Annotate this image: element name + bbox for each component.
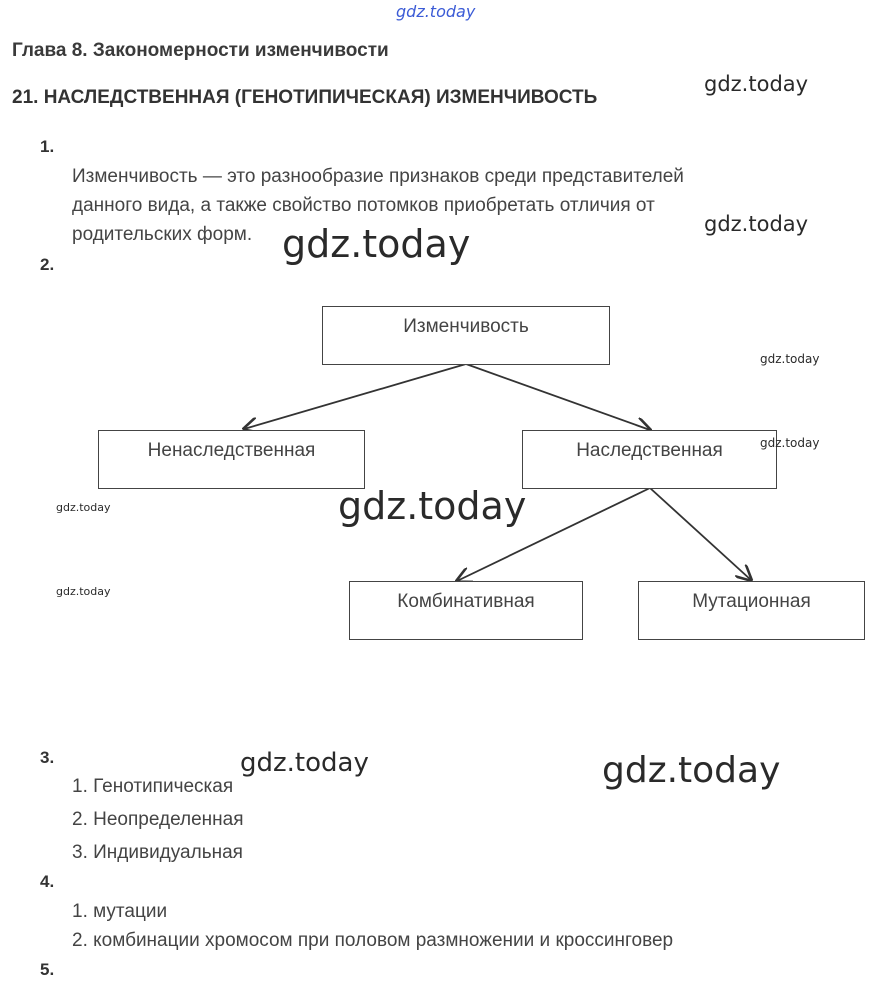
watermark: gdz.today — [760, 436, 820, 450]
answer-line: родительских форм. — [72, 224, 253, 245]
watermark: gdz.today — [338, 484, 527, 528]
question-4-number: 4. — [40, 872, 55, 891]
answer-line: данного вида, а также свойство потомков приобретать отличия от — [72, 195, 655, 216]
diagram-node-left — [98, 430, 365, 489]
list-item: 1. мутации — [72, 901, 168, 922]
diagram-node-child-right — [638, 581, 865, 640]
watermark: gdz.today — [56, 585, 111, 598]
node-label: Комбинативная — [397, 591, 535, 612]
arrow-root-to-left — [244, 364, 466, 429]
question-2-number: 2. — [40, 255, 55, 274]
watermark: gdz.today — [240, 748, 369, 778]
arrow-right-to-child-right — [650, 488, 751, 580]
chapter-title: Глава 8. Закономерности изменчивости — [12, 40, 389, 61]
node-label: Наследственная — [576, 440, 723, 461]
watermark: gdz.today — [760, 352, 820, 366]
watermark: gdz.today — [704, 72, 809, 96]
watermark: gdz.today — [56, 501, 111, 514]
node-label: Мутационная — [692, 591, 811, 612]
question-3-number: 3. — [40, 748, 55, 767]
list-item: 2. комбинации хромосом при половом размножении и кроссинговер — [72, 930, 674, 951]
arrow-root-to-right — [466, 364, 650, 430]
watermark: gdz.today — [704, 212, 809, 236]
section-title: 21. НАСЛЕДСТВЕННАЯ (ГЕНОТИПИЧЕСКАЯ) ИЗМЕНЧИВОСТЬ — [12, 87, 598, 108]
question-1-number: 1. — [40, 137, 55, 156]
question-5-number: 5. — [40, 960, 55, 979]
diagram-node-right — [522, 430, 777, 489]
node-label: Изменчивость — [403, 316, 529, 337]
diagram-node-root — [322, 306, 610, 365]
watermark: gdz.today — [282, 222, 471, 266]
list-item: 1. Генотипическая — [72, 776, 234, 797]
watermark: gdz.today — [602, 750, 781, 791]
list-item: 2. Неопределенная — [72, 809, 244, 830]
watermark-top: gdz.today — [396, 2, 476, 21]
answer-line: Изменчивость — это разнообразие признаков среди представителей — [72, 166, 684, 187]
node-label: Ненаследственная — [147, 440, 316, 461]
list-item: 3. Индивидуальная — [72, 842, 243, 863]
diagram-node-child-left — [349, 581, 583, 640]
